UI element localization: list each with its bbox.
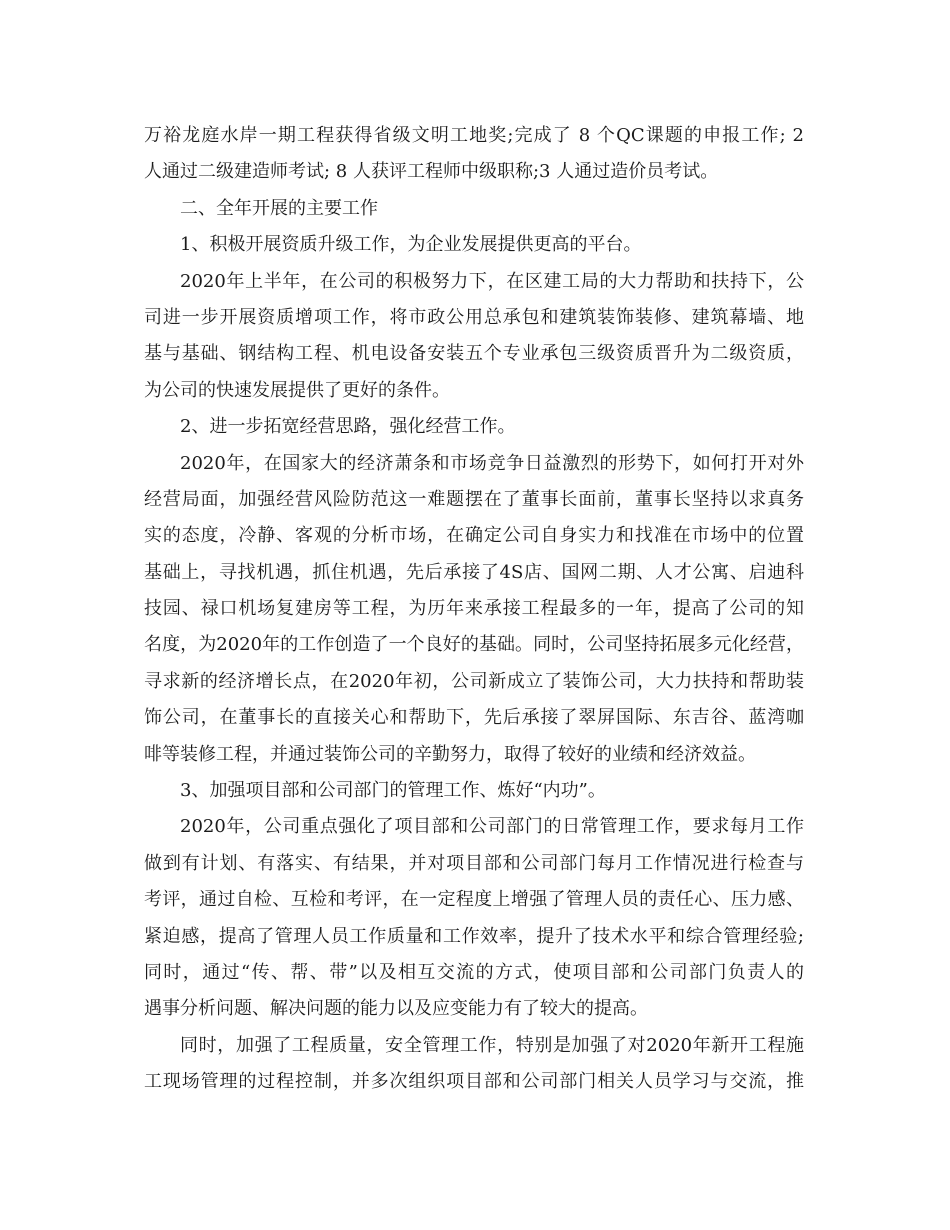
text-line: 人通过二级建造师考试; 8 人获评工程师中级职称;3 人通过造价员考试。 [144, 161, 719, 183]
text-line: 紧迫感，提高了管理人员工作质量和工作效率，提升了技术水平和综合管理经验; [144, 925, 804, 947]
text-line: 遇事分析问题、解决问题的能力以及应变能力有了较大的提高。 [144, 998, 648, 1020]
text-line: 2020年，在国家大的经济萧条和市场竞争日益激烈的形势下，如何打开对外 [180, 452, 804, 474]
text-line: 万裕龙庭水岸一期工程获得省级文明工地奖;完成了 8 个QC课题的申报工作; 2 [144, 125, 804, 146]
subsection-heading: 1、积极开展资质升级工作，为企业发展提供更高的平台。 [180, 234, 642, 256]
text-line: 寻求新的经济增长点，在2020年初，公司新成立了装饰公司，大力扶持和帮助装 [144, 670, 804, 692]
text-line: 司进一步开展资质增项工作，将市政公用总承包和建筑装饰装修、建筑幕墙、地 [144, 306, 804, 328]
text-line: 技园、禄口机场复建房等工程，为历年来承接工程最多的一年，提高了公司的知 [144, 598, 804, 620]
text-line: 2020年，公司重点强化了项目部和公司部门的日常管理工作，要求每月工作 [180, 816, 804, 838]
text-line: 经营局面，加强经营风险防范这一难题摆在了董事长面前，董事长坚持以求真务 [144, 488, 804, 510]
text-line: 饰公司，在董事长的直接关心和帮助下，先后承接了翠屏国际、东吉谷、蓝湾咖 [144, 707, 804, 729]
subsection-heading: 3、加强项目部和公司部门的管理工作、炼好“内功”。 [180, 780, 606, 802]
subsection-heading: 2、进一步拓宽经营思路，强化经营工作。 [180, 416, 516, 438]
text-line: 实的态度，冷静、客观的分析市场，在确定公司自身实力和找准在市场中的位置 [144, 525, 804, 547]
section-heading: 二、全年开展的主要工作 [180, 197, 378, 219]
text-line: 啡等装修工程，并通过装饰公司的辛勤努力，取得了较好的业绩和经济效益。 [144, 743, 756, 765]
text-line: 基与基础、钢结构工程、机电设备安装五个专业承包三级资质晋升为二级资质， [144, 343, 804, 365]
text-line: 考评，通过自检、互检和考评，在一定程度上增强了管理人员的责任心、压力感、 [144, 889, 804, 911]
document-body [144, 118, 804, 1101]
text-line: 2020年上半年，在公司的积极努力下，在区建工局的大力帮助和扶持下，公 [180, 270, 804, 292]
text-line: 基础上，寻找机遇，抓住机遇，先后承接了4S店、国网二期、人才公寓、启迪科 [144, 561, 804, 583]
text-line: 做到有计划、有落实、有结果，并对项目部和公司部门每月工作情况进行检查与 [144, 852, 804, 874]
text-line: 工现场管理的过程控制，并多次组织项目部和公司部门相关人员学习与交流，推 [144, 1071, 804, 1093]
text-line: 为公司的快速发展提供了更好的条件。 [144, 379, 450, 401]
text-line: 同时，通过“传、帮、带”以及相互交流的方式，使项目部和公司部门负责人的 [144, 961, 804, 983]
text-line: 名度，为2020年的工作创造了一个良好的基础。同时，公司坚持拓展多元化经营， [144, 634, 804, 656]
text-line: 同时，加强了工程质量，安全管理工作，特别是加强了对2020年新开工程施 [180, 1034, 804, 1056]
